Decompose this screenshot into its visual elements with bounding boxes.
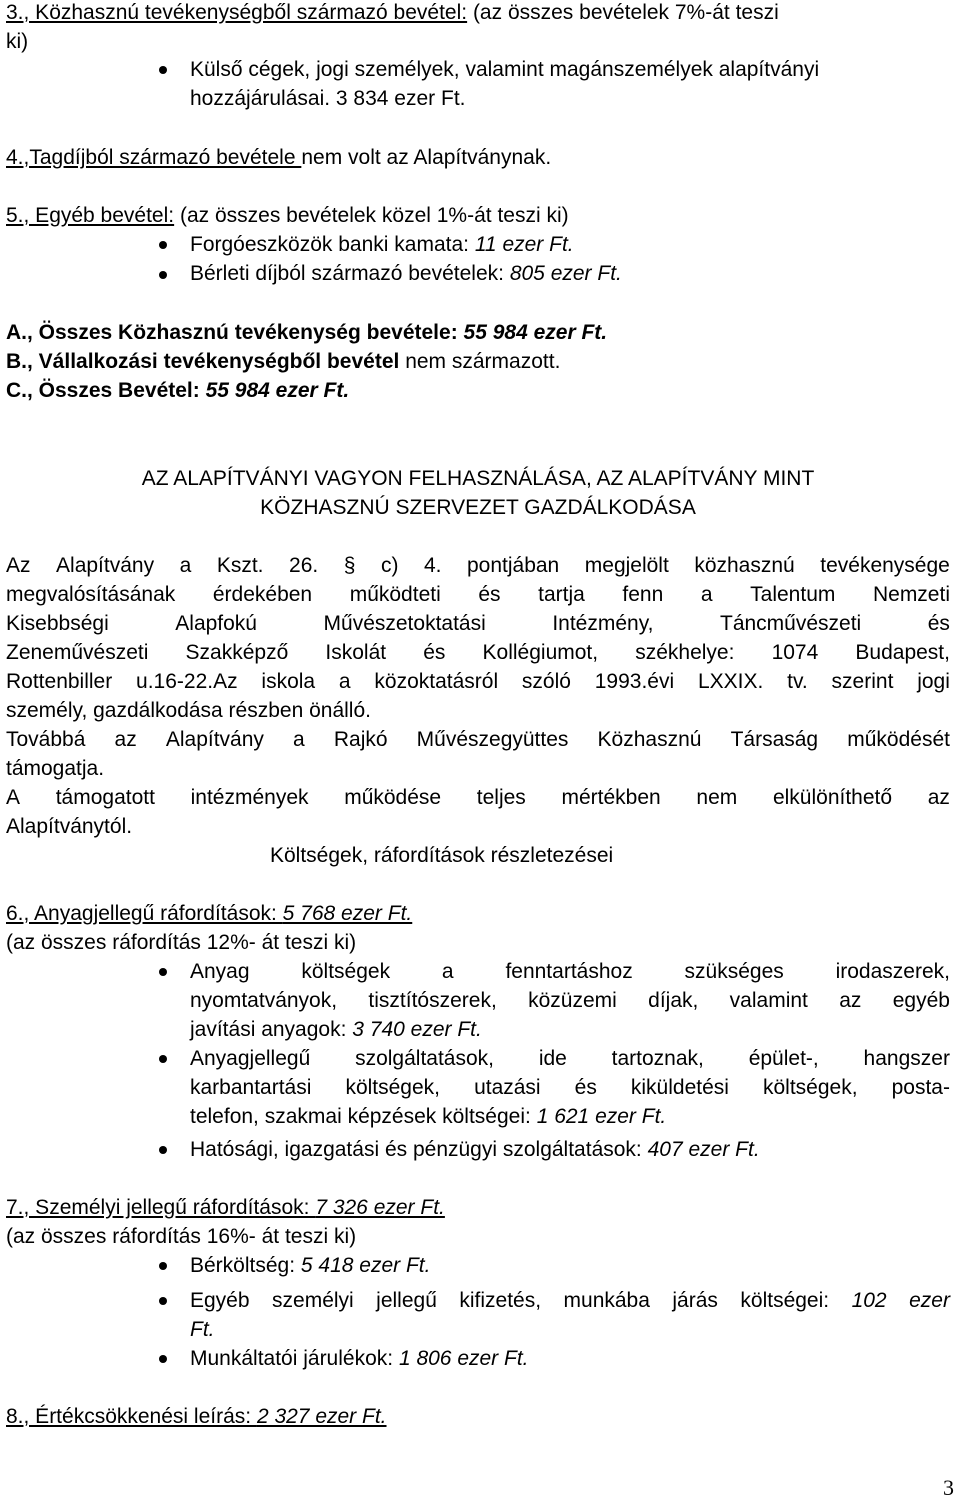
word: Kisebbségi [6, 612, 109, 635]
section-title-line1: AZ ALAPÍTVÁNYI VAGYON FELHASZNÁLÁSA, AZ ALAPÍTVÁNY MINT [141, 467, 815, 490]
word: hangszer [863, 1047, 950, 1070]
word: ide [538, 1047, 567, 1070]
word: elkülöníthető [772, 786, 893, 809]
word: Anyag [190, 960, 250, 983]
word: közhasznú [694, 554, 795, 577]
word: 1074 [771, 641, 819, 664]
word: az [114, 728, 137, 751]
word: Közhasznú [597, 728, 702, 751]
para-line: támogatja. [6, 757, 105, 780]
sec6-b1-line3 [190, 1017, 482, 1043]
word: a [338, 670, 351, 693]
sec7-b3 [190, 1346, 529, 1372]
sec3-heading-line [6, 0, 779, 26]
word: Továbbá [6, 728, 86, 751]
sec6-b1-label: javítási anyagok: [190, 1018, 353, 1041]
summary-c-label: C., Összes Bevétel: [6, 379, 206, 402]
sec7-heading [6, 1195, 445, 1221]
sec7-b1-value: 5 418 ezer Ft. [300, 1254, 431, 1277]
para-line [6, 785, 950, 811]
word: nem [696, 786, 738, 809]
sec3-bullet1-l2: hozzájárulásai. 3 834 ezer Ft. [190, 87, 466, 110]
word: költségek [301, 960, 391, 983]
word: egyéb [892, 989, 950, 1012]
sec8-heading-value: 2 327 ezer Ft. [256, 1405, 387, 1428]
bullet-icon [159, 66, 167, 74]
word: és [574, 1076, 597, 1099]
word: Nemzeti [872, 583, 950, 606]
word: munkába [563, 1289, 650, 1312]
word: Anyagjellegű [190, 1047, 311, 1070]
word: pontjában [466, 554, 560, 577]
sec7-b1-label: Bérköltség: [190, 1254, 301, 1277]
word: Rottenbiller [6, 670, 113, 693]
word: kifizetés, [459, 1289, 542, 1312]
word: 1993.évi [594, 670, 675, 693]
para-line [6, 611, 950, 637]
word: valamint [729, 989, 808, 1012]
word: jogi [917, 670, 950, 693]
word: Talentum [750, 583, 836, 606]
word: és [478, 583, 501, 606]
sec3-heading-tail: (az összes bevételek 7%-át teszi [467, 1, 779, 24]
para-line [6, 727, 950, 753]
word: az [839, 989, 862, 1012]
sec7-b3-label: Munkáltatói járulékok: [190, 1347, 399, 1370]
sec6-b3-label: Hatósági, igazgatási és pénzügyi szolgáltatások: [190, 1138, 648, 1161]
summary-c-value: 55 984 ezer Ft. [205, 379, 350, 402]
word: Budapest, [855, 641, 950, 664]
bullet-icon [159, 1262, 167, 1270]
word: szerint [831, 670, 894, 693]
summary-b [6, 349, 560, 375]
word: épület-, [748, 1047, 819, 1070]
word: Táncművészeti [720, 612, 862, 635]
word: Az [6, 554, 31, 577]
bullet-icon [159, 1055, 167, 1063]
sec8-heading-label: 8., Értékcsökkenési leírás: [6, 1405, 257, 1428]
sec7-b2-line2: Ft. [190, 1318, 215, 1341]
sec3-heading: 3., Közhasznú tevékenységből származó bevétel: [6, 1, 468, 24]
para-line: Alapítványtól. [6, 815, 133, 838]
word: tisztítószerek, [368, 989, 497, 1012]
sec5-heading: 5., Egyéb bevétel: [6, 204, 175, 227]
sec5-item2-value: 805 ezer Ft. [509, 262, 622, 285]
word: Társaság [730, 728, 819, 751]
sec8-heading [6, 1404, 387, 1430]
word: Alapfokú [175, 612, 257, 635]
word: Intézmény, [552, 612, 654, 635]
word: kiküldetési [630, 1076, 729, 1099]
word: 4. [423, 554, 442, 577]
word: személyi [272, 1289, 354, 1312]
word: közoktatásról [374, 670, 499, 693]
word: tevékenysége [820, 554, 950, 577]
word: 102 [851, 1289, 887, 1312]
bullet-icon [159, 1146, 167, 1154]
para-line [6, 553, 950, 579]
word: működteti [349, 583, 441, 606]
bullet-icon [159, 968, 167, 976]
sec6-note: (az összes ráfordítás 12%- át teszi ki) [6, 931, 357, 954]
word: Szakképző [185, 641, 289, 664]
word: költségek, [345, 1076, 441, 1099]
word: Kszt. [216, 554, 264, 577]
section-title-line2: KÖZHASZNÚ SZERVEZET GAZDÁLKODÁSA [260, 496, 696, 519]
word: A [6, 786, 21, 809]
para-line: személy, gazdálkodása részben önálló. [6, 699, 371, 722]
word: tartoznak, [611, 1047, 704, 1070]
word: érdekében [212, 583, 313, 606]
word: u.16-22.Az [136, 670, 238, 693]
sec6-b2-line [190, 1046, 950, 1072]
word: fenn [622, 583, 664, 606]
sec6-heading [6, 901, 412, 927]
word: Rajkó [333, 728, 388, 751]
bullet-icon [159, 1297, 167, 1305]
sec7-b2-line [190, 1288, 950, 1314]
sec7-note: (az összes ráfordítás 16%- át teszi ki) [6, 1225, 357, 1248]
sec5-item1-label: Forgóeszközök banki kamata: [190, 233, 475, 256]
word: díjak, [648, 989, 699, 1012]
sec6-b1-line [190, 988, 950, 1014]
word: működése [344, 786, 442, 809]
word: tv. [787, 670, 808, 693]
sec3-bullet1-l1: Külső cégek, jogi személyek, valamint magánszemélyek alapítványi [190, 58, 820, 81]
word: nyomtatványok, [190, 989, 338, 1012]
sec7-heading-label: 7., Személyi jellegű ráfordítások: [6, 1196, 316, 1219]
summary-b-tail: nem származott. [399, 350, 561, 373]
word: szolgáltatások, [355, 1047, 494, 1070]
sec5-item1 [190, 232, 574, 258]
word: Kollégiumot, [482, 641, 599, 664]
summary-a-label: A., Összes Közhasznú tevékenység bevétele: [6, 321, 464, 344]
costs-title: Költségek, ráfordítások részletezései [270, 844, 614, 867]
word: költségek, [763, 1076, 858, 1099]
word: ezer [909, 1289, 950, 1312]
sec4-line [6, 145, 551, 171]
word: Zeneművészeti [6, 641, 149, 664]
word: a [700, 583, 713, 606]
word: Egyéb [190, 1289, 250, 1312]
word: intézmények [190, 786, 309, 809]
summary-b-label: B., Vállalkozási tevékenységből bevétel [6, 350, 400, 373]
sec6-b3 [190, 1137, 760, 1163]
word: karbantartási [190, 1076, 312, 1099]
summary-c [6, 378, 349, 404]
word: § [343, 554, 356, 577]
word: 26. [289, 554, 319, 577]
word: Alapítvány [165, 728, 264, 751]
word: LXXIX. [697, 670, 764, 693]
bullet-icon [159, 1355, 167, 1363]
word: irodaszerek, [835, 960, 950, 983]
summary-a [6, 320, 607, 346]
word: támogatott [55, 786, 155, 809]
word: utazási [474, 1076, 541, 1099]
bullet-icon [159, 271, 167, 279]
word: posta- [891, 1076, 950, 1099]
word: Művészegyüttes [416, 728, 569, 751]
word: megvalósításának [6, 583, 176, 606]
word: Iskolát [325, 641, 387, 664]
sec5-item2-label: Bérleti díjból származó bevételek: [190, 262, 510, 285]
sec7-heading-value: 7 326 ezer Ft. [315, 1196, 445, 1219]
sec5-line [6, 203, 569, 229]
bullet-icon [159, 241, 167, 249]
para-line [6, 582, 950, 608]
word: jellegű [376, 1289, 437, 1312]
sec6-b1-value: 3 740 ezer Ft. [352, 1018, 482, 1041]
sec7-b3-value: 1 806 ezer Ft. [398, 1347, 529, 1370]
word: Művészetoktatási [323, 612, 486, 635]
word: költségei: [740, 1289, 830, 1312]
sec6-heading-value: 5 768 ezer Ft. [282, 902, 413, 925]
sec6-b2-value: 1 621 ezer Ft. [536, 1105, 667, 1128]
para-line [6, 640, 950, 666]
word: mértékben [561, 786, 661, 809]
sec5-item1-value: 11 ezer Ft. [474, 233, 574, 256]
sec7-b1 [190, 1253, 430, 1279]
word: a [293, 728, 305, 751]
sec6-b2-label: telefon, szakmai képzések költségei: [190, 1105, 537, 1128]
summary-a-value: 55 984 ezer Ft. [463, 321, 608, 344]
word: iskola [261, 670, 316, 693]
word: a [179, 554, 192, 577]
word: teljes [476, 786, 526, 809]
word: szükséges [684, 960, 784, 983]
word: c) [380, 554, 399, 577]
word: járás [672, 1289, 718, 1312]
word: a [441, 960, 454, 983]
word: és [423, 641, 446, 664]
sec6-b2-line3 [190, 1104, 666, 1130]
sec6-b1-line [190, 959, 950, 985]
sec4-heading: 4.,Tagdíjból származó bevétele [6, 146, 302, 169]
word: az [927, 786, 950, 809]
para-line [6, 669, 950, 695]
word: Alapítvány [56, 554, 155, 577]
word: közüzemi [528, 989, 617, 1012]
page-number: 3 [943, 1475, 954, 1500]
word: működését [847, 728, 950, 751]
sec6-heading-label: 6., Anyagjellegű ráfordítások: [6, 902, 283, 925]
word: fenntartáshoz [505, 960, 633, 983]
word: székhelye: [635, 641, 735, 664]
sec4-tail: nem volt az Alapítványnak. [301, 146, 552, 169]
word: tartja [538, 583, 585, 606]
sec5-tail: (az összes bevételek közel 1%-át teszi ki) [174, 204, 569, 227]
word: szóló [521, 670, 571, 693]
sec6-b2-line [190, 1075, 950, 1101]
sec5-item2 [190, 261, 622, 287]
sec6-b3-value: 407 ezer Ft. [647, 1138, 760, 1161]
word: megjelölt [584, 554, 669, 577]
sec3-heading-cont: ki) [6, 30, 29, 53]
word: és [927, 612, 950, 635]
